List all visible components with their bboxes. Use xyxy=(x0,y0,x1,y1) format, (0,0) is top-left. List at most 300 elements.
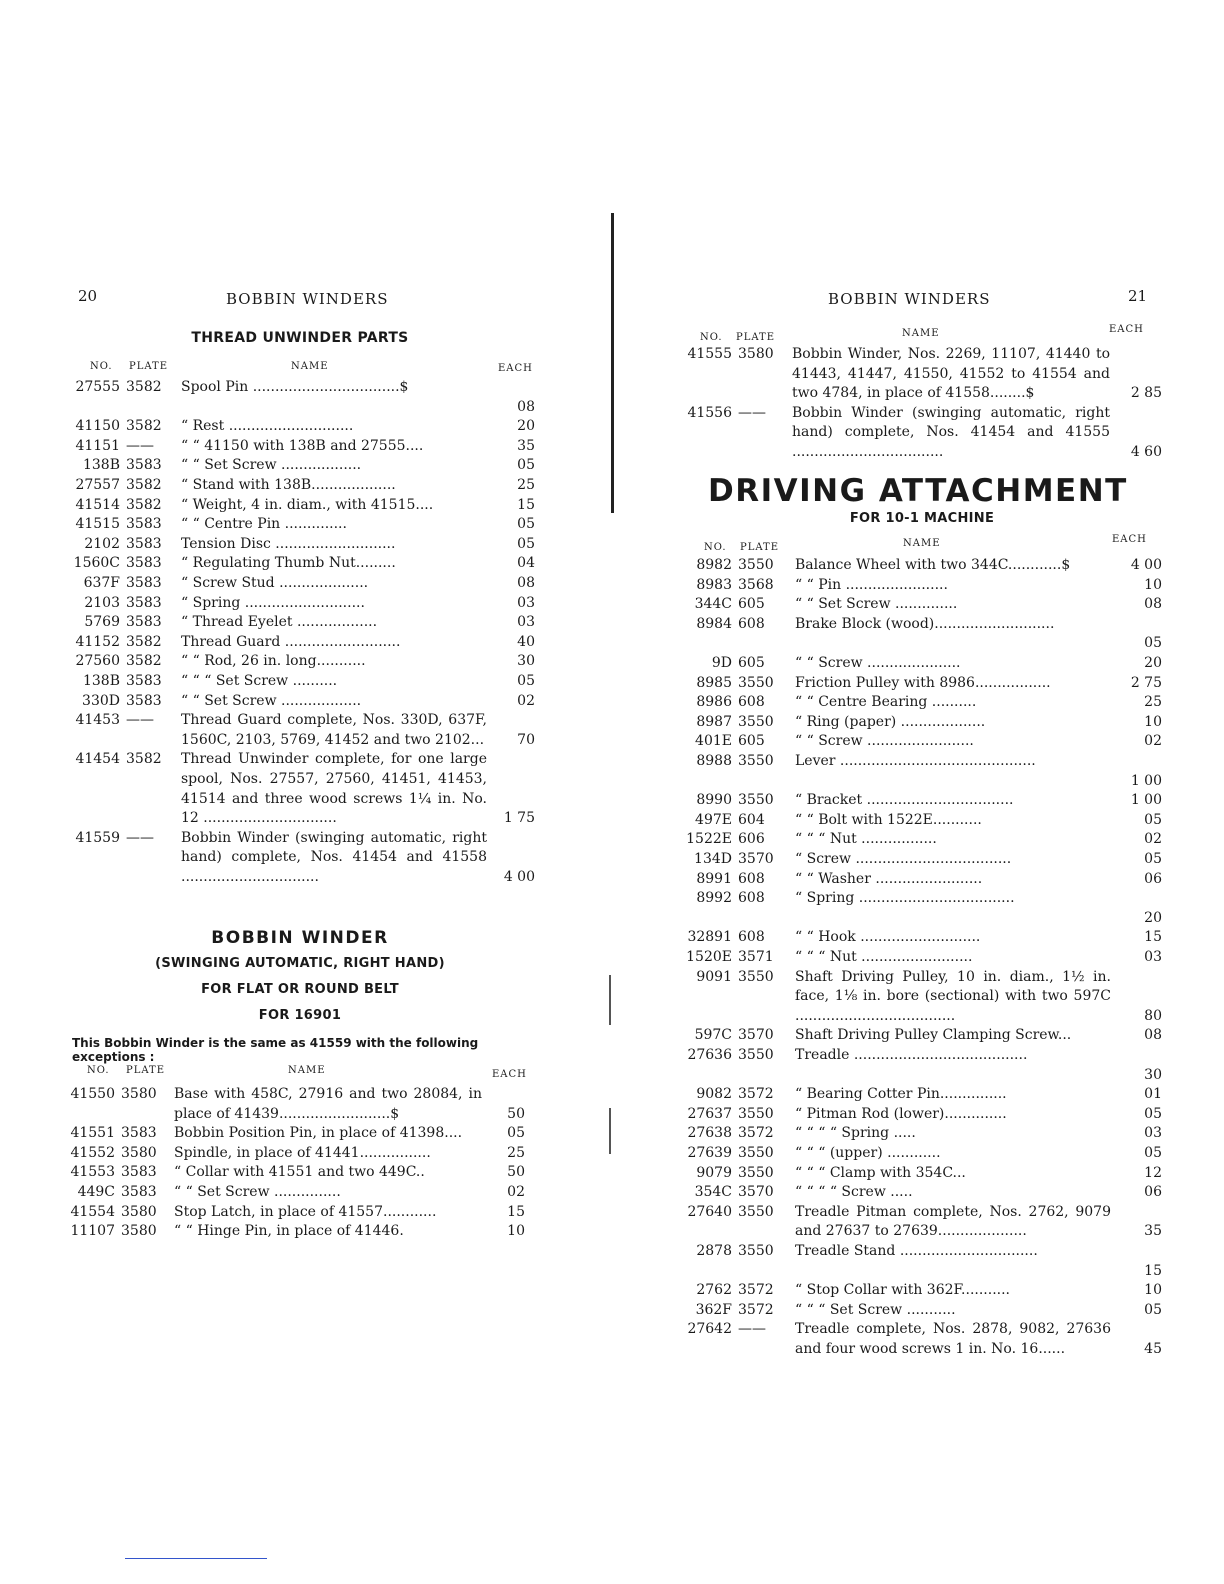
part-name: Bobbin Position Pin, in place of 41398.... xyxy=(174,1125,463,1142)
plate-number: 3583 xyxy=(126,516,162,533)
plate-number: —— xyxy=(738,404,766,421)
price-each: 20 xyxy=(1144,655,1162,671)
part-number: 2102 xyxy=(84,535,120,552)
table-row xyxy=(60,652,540,672)
price-each: 05 xyxy=(517,457,535,474)
table-row xyxy=(672,556,1172,576)
part-name: “ “ “ (upper) ............ xyxy=(795,1145,941,1161)
part-number: 134D xyxy=(694,851,732,867)
table-row xyxy=(55,1124,535,1144)
price-each: 4 00 xyxy=(1130,557,1162,573)
part-number: 2103 xyxy=(84,594,120,611)
col-each-header: EACH xyxy=(1109,324,1144,335)
part-number: 41550 xyxy=(70,1086,115,1102)
part-name: “ “ Set Screw .................. xyxy=(181,692,362,709)
part-name: “ “ Washer ........................ xyxy=(795,870,983,887)
plate-number: 3582 xyxy=(126,379,162,395)
table-row xyxy=(60,829,540,888)
part-number: 362F xyxy=(695,1301,732,1318)
price-each: 12 xyxy=(1144,1164,1162,1181)
part-number: 27555 xyxy=(75,379,120,395)
part-number: 32891 xyxy=(687,929,732,946)
plate-number: 3572 xyxy=(738,1125,774,1142)
price-each: 05 xyxy=(1144,1105,1162,1122)
part-name: Treadle ....................................... xyxy=(795,1047,1028,1063)
running-head: BOBBIN WINDERS xyxy=(828,290,991,308)
price-each: 05 xyxy=(507,1125,525,1142)
table-row xyxy=(672,1320,1172,1359)
part-number: 637F xyxy=(83,575,120,591)
table-row xyxy=(60,554,540,574)
table-row xyxy=(672,1144,1172,1164)
price-each: 2 75 xyxy=(1130,674,1162,691)
part-name: “ Pitman Rod (lower).............. xyxy=(795,1105,1007,1122)
part-number: 138B xyxy=(82,673,120,689)
plate-number: 3568 xyxy=(738,576,774,593)
price-each: 02 xyxy=(517,692,535,709)
col-name-header: NAME xyxy=(903,538,941,549)
part-name: Treadle complete, Nos. 2878, 9082, 27636 and four wood screws 1 in. No. 16...... xyxy=(795,1321,1111,1357)
part-number: 497E xyxy=(695,811,732,828)
part-name: “ “ Screw ..................... xyxy=(795,655,961,671)
col-plate-header: PLATE xyxy=(129,361,169,372)
plate-number: 3550 xyxy=(738,1145,774,1161)
part-name: “ Bearing Cotter Pin............... xyxy=(795,1086,1007,1103)
col-name-header: NAME xyxy=(902,328,940,339)
plate-number: 3550 xyxy=(738,1047,774,1063)
plate-number: 608 xyxy=(738,890,765,907)
price-each: 4 00 xyxy=(503,868,535,885)
part-number: 1522E xyxy=(686,831,732,848)
part-name: Balance Wheel with two 344C............$ xyxy=(795,557,1071,573)
part-name: “ Collar with 41551 and two 449C.. xyxy=(174,1164,425,1181)
price-each: 25 xyxy=(1144,694,1162,711)
plate-number: 3580 xyxy=(121,1203,157,1220)
part-number: 354C xyxy=(694,1184,732,1201)
table-row xyxy=(672,1203,1172,1242)
table-row xyxy=(672,1301,1172,1321)
part-number: 41552 xyxy=(70,1144,115,1161)
part-name: “ Ring (paper) ................... xyxy=(795,713,986,730)
plate-number: 608 xyxy=(738,694,765,711)
part-name: “ Screw Stud .................... xyxy=(181,575,369,591)
price-each: 15 xyxy=(1144,929,1162,946)
price-each: 06 xyxy=(1144,870,1162,887)
plate-number: —— xyxy=(126,829,154,846)
table-row xyxy=(672,1281,1172,1301)
part-name: Lever ............................................ xyxy=(795,753,1036,769)
table-row xyxy=(672,576,1172,596)
plate-number: 605 xyxy=(738,733,765,750)
col-no-header: NO. xyxy=(700,332,723,343)
part-number: 41150 xyxy=(75,418,120,435)
table-row xyxy=(672,1242,1172,1281)
part-name: “ “ 41150 with 138B and 27555.... xyxy=(181,437,424,454)
part-number: 138B xyxy=(82,457,120,474)
part-number: 27636 xyxy=(687,1047,732,1063)
part-name: Spool Pin .................................$ xyxy=(181,379,409,395)
plate-number: 3580 xyxy=(121,1086,157,1102)
part-number: 8984 xyxy=(696,615,732,632)
part-number: 8988 xyxy=(696,753,732,769)
table-row xyxy=(60,456,540,476)
table-row xyxy=(672,674,1172,694)
table-row xyxy=(60,437,540,457)
part-name: Shaft Driving Pulley, 10 in. diam., 1½ in. face, 1⅛ in. bore (sectional) with two 597C .................................... xyxy=(795,968,1111,1024)
col-each-header: EACH xyxy=(1112,534,1147,545)
price-each: 25 xyxy=(517,477,535,493)
table-row xyxy=(672,732,1172,752)
section-subtitle: (SWINGING AUTOMATIC, RIGHT HAND) xyxy=(155,956,445,971)
part-number: 2878 xyxy=(696,1243,732,1259)
price-each: 06 xyxy=(1144,1184,1162,1201)
price-each: 05 xyxy=(1144,811,1162,828)
part-number: 27637 xyxy=(687,1105,732,1122)
part-number: 8985 xyxy=(696,674,732,691)
table-row xyxy=(672,713,1172,733)
section-subtitle: FOR 10-1 MACHINE xyxy=(849,511,995,526)
plate-number: 3583 xyxy=(126,594,162,611)
col-name-header: NAME xyxy=(291,361,329,372)
part-name: “ Thread Eyelet .................. xyxy=(181,614,378,631)
price-each: 08 xyxy=(517,575,535,591)
part-name: “ “ Pin ....................... xyxy=(795,576,948,593)
price-each: 03 xyxy=(517,594,535,611)
part-number: 5769 xyxy=(84,614,120,631)
table-row xyxy=(672,345,1172,404)
price-each: 15 xyxy=(1144,1262,1162,1279)
table-row xyxy=(672,1105,1172,1125)
plate-number: 3583 xyxy=(121,1164,157,1181)
table-row xyxy=(60,378,540,417)
plate-number: 3550 xyxy=(738,1105,774,1122)
plate-number: 3582 xyxy=(126,477,162,493)
part-name: Treadle Pitman complete, Nos. 2762, 9079 and 27637 to 27639.................... xyxy=(795,1203,1111,1240)
part-name: “ “ “ Set Screw .......... xyxy=(181,673,338,689)
table-row xyxy=(672,968,1172,1027)
price-each: 50 xyxy=(507,1105,525,1122)
plate-number: 608 xyxy=(738,929,765,946)
plate-number: 3583 xyxy=(126,555,162,572)
table-row xyxy=(672,870,1172,890)
part-name: “ Spring ........................... xyxy=(181,594,365,611)
part-number: 41559 xyxy=(75,829,120,846)
price-each: 1 00 xyxy=(1130,772,1162,789)
price-each: 02 xyxy=(507,1184,525,1200)
part-number: 41553 xyxy=(70,1164,115,1181)
price-each: 05 xyxy=(517,673,535,689)
section-subtitle: FOR 16901 xyxy=(258,1008,342,1023)
price-each: 05 xyxy=(1144,635,1162,652)
price-each: 03 xyxy=(1144,1125,1162,1142)
page-number: 20 xyxy=(78,287,98,305)
part-number: 41551 xyxy=(70,1125,115,1142)
part-number: 401E xyxy=(695,733,732,750)
plate-number: 608 xyxy=(738,615,765,632)
table-row xyxy=(672,830,1172,850)
price-each: 01 xyxy=(1144,1086,1162,1103)
price-each: 1 00 xyxy=(1130,792,1162,809)
part-number: 8991 xyxy=(696,870,732,887)
part-name: “ “ Set Screw ............... xyxy=(174,1184,341,1200)
table-row xyxy=(672,928,1172,948)
part-number: 41151 xyxy=(75,437,120,454)
plate-number: 605 xyxy=(738,596,765,613)
col-plate-header: PLATE xyxy=(736,332,776,343)
table-row xyxy=(60,672,540,692)
price-each: 35 xyxy=(517,437,535,454)
part-name: “ “ Hook ........................... xyxy=(795,929,981,946)
plate-number: 3550 xyxy=(738,792,774,809)
plate-number: 3550 xyxy=(738,674,774,691)
part-number: 41453 xyxy=(75,712,120,729)
table-row xyxy=(55,1222,535,1242)
price-each: 08 xyxy=(1144,1027,1162,1044)
table-row xyxy=(672,948,1172,968)
part-name: Tension Disc ........................... xyxy=(181,535,396,552)
part-number: 41555 xyxy=(687,346,732,362)
plate-number: 3572 xyxy=(738,1301,774,1318)
part-number: 27640 xyxy=(687,1203,732,1220)
plate-number: 3570 xyxy=(738,1184,774,1201)
plate-number: 3580 xyxy=(121,1223,157,1240)
table-row xyxy=(672,791,1172,811)
part-name: “ Regulating Thumb Nut......... xyxy=(181,555,396,572)
part-name: Shaft Driving Pulley Clamping Screw... xyxy=(795,1027,1072,1044)
plate-number: 3583 xyxy=(126,535,162,552)
part-name: Thread Guard complete, Nos. 330D, 637F, 1560C, 2103, 5769, 41452 and two 2102... xyxy=(181,712,487,748)
table-row xyxy=(672,654,1172,674)
table-row xyxy=(672,1124,1172,1144)
part-name: Brake Block (wood)........................... xyxy=(795,615,1055,632)
price-each: 45 xyxy=(1144,1340,1162,1357)
part-number: 41514 xyxy=(75,496,120,513)
plate-number: 3570 xyxy=(738,1027,774,1044)
part-name: “ “ “ Nut ......................... xyxy=(795,949,973,965)
part-name: “ Spring ................................... xyxy=(795,890,1015,907)
part-number: 27560 xyxy=(75,653,120,670)
price-each: 03 xyxy=(1144,949,1162,965)
table-row xyxy=(672,693,1172,713)
part-number: 27638 xyxy=(687,1125,732,1142)
part-name: “ “ “ “ Spring ..... xyxy=(795,1125,916,1142)
plate-number: 3583 xyxy=(121,1184,157,1200)
plate-number: 3570 xyxy=(738,851,774,867)
plate-number: 3582 xyxy=(126,751,162,768)
table-row xyxy=(60,594,540,614)
table-row xyxy=(672,811,1172,831)
price-each: 20 xyxy=(517,418,535,435)
plate-number: —— xyxy=(126,712,154,729)
part-number: 27557 xyxy=(75,477,120,493)
table-row xyxy=(60,750,540,828)
part-name: Bobbin Winder (swinging automatic, right hand) complete, Nos. 41454 and 41558 ............................... xyxy=(181,829,487,885)
price-each: 08 xyxy=(1144,596,1162,613)
plate-number: 606 xyxy=(738,831,765,848)
scan-mark xyxy=(609,1108,611,1154)
plate-number: 3550 xyxy=(738,557,774,573)
part-number: 8982 xyxy=(696,557,732,573)
part-number: 449C xyxy=(77,1184,115,1200)
price-each: 05 xyxy=(517,516,535,533)
col-plate-header: PLATE xyxy=(126,1065,166,1076)
table-row xyxy=(672,1085,1172,1105)
price-each: 1 75 xyxy=(503,810,535,827)
col-name-header: NAME xyxy=(288,1065,326,1076)
part-name: Spindle, in place of 41441................ xyxy=(174,1144,431,1161)
table-row xyxy=(672,889,1172,928)
table-row xyxy=(55,1163,535,1183)
part-number: 41515 xyxy=(75,516,120,533)
part-name: “ Weight, 4 in. diam., with 41515.... xyxy=(181,496,434,513)
plate-number: 3550 xyxy=(738,753,774,769)
part-number: 1560C xyxy=(73,555,120,572)
plate-number: —— xyxy=(738,1321,766,1338)
plate-number: 605 xyxy=(738,655,765,671)
part-name: “ “ Centre Bearing .......... xyxy=(795,694,977,711)
part-number: 11107 xyxy=(70,1223,115,1240)
part-name: “ Screw ................................... xyxy=(795,851,1012,867)
price-each: 08 xyxy=(517,398,535,415)
part-name: “ “ “ Nut ................. xyxy=(795,831,937,848)
part-number: 1520E xyxy=(686,949,732,965)
col-each-header: EACH xyxy=(492,1069,527,1080)
price-each: 05 xyxy=(1144,1145,1162,1161)
col-no-header: NO. xyxy=(90,361,113,372)
part-number: 344C xyxy=(694,596,732,613)
table-row xyxy=(60,476,540,496)
section-title: DRIVING ATTACHMENT xyxy=(708,473,1128,509)
table-row xyxy=(55,1085,535,1124)
plate-number: 3550 xyxy=(738,1203,774,1220)
plate-number: 3582 xyxy=(126,418,162,435)
table-row xyxy=(672,850,1172,870)
price-each: 02 xyxy=(1144,733,1162,750)
page-number: 21 xyxy=(1128,287,1148,305)
plate-number: 3583 xyxy=(126,692,162,709)
part-number: 8990 xyxy=(696,792,732,809)
plate-number: 3582 xyxy=(126,653,162,670)
part-name: “ “ Set Screw .............. xyxy=(795,596,958,613)
part-number: 27639 xyxy=(687,1145,732,1161)
price-each: 05 xyxy=(517,535,535,552)
price-each: 15 xyxy=(507,1203,525,1220)
table-row xyxy=(672,1046,1172,1085)
plate-number: 3550 xyxy=(738,1164,774,1181)
part-number: 2762 xyxy=(696,1282,732,1299)
part-number: 8992 xyxy=(696,890,732,907)
part-number: 330D xyxy=(82,692,120,709)
plate-number: 608 xyxy=(738,870,765,887)
price-each: 30 xyxy=(1144,1066,1162,1083)
section-subtitle: FOR FLAT OR ROUND BELT xyxy=(201,982,399,997)
part-name: “ “ Rod, 26 in. long........... xyxy=(181,653,366,670)
plate-number: 3571 xyxy=(738,949,774,965)
table-row xyxy=(672,615,1172,654)
part-name: “ “ “ Set Screw ........... xyxy=(795,1301,956,1318)
col-no-header: NO. xyxy=(704,542,727,553)
part-name: Friction Pulley with 8986................. xyxy=(795,674,1051,691)
table-row xyxy=(672,1026,1172,1046)
part-number: 27642 xyxy=(687,1321,732,1338)
table-row xyxy=(60,515,540,535)
table-row xyxy=(60,613,540,633)
price-each: 50 xyxy=(507,1164,525,1181)
price-each: 05 xyxy=(1144,1301,1162,1318)
part-name: Thread Guard .......................... xyxy=(181,633,401,650)
table-row xyxy=(672,1183,1172,1203)
plate-number: 3583 xyxy=(121,1125,157,1142)
scan-mark xyxy=(609,975,611,1025)
part-number: 9D xyxy=(711,655,732,671)
part-number: 9091 xyxy=(696,968,732,985)
price-each: 30 xyxy=(517,653,535,670)
part-name: “ Rest ............................ xyxy=(181,418,354,435)
table-row xyxy=(672,404,1172,463)
price-each: 40 xyxy=(517,633,535,650)
part-name: Stop Latch, in place of 41557............ xyxy=(174,1203,437,1220)
table-row xyxy=(60,711,540,750)
part-number: 41152 xyxy=(75,633,120,650)
part-number: 41554 xyxy=(70,1203,115,1220)
part-name: “ Stop Collar with 362F........... xyxy=(795,1282,1011,1299)
plate-number: 3550 xyxy=(738,968,774,985)
part-number: 41556 xyxy=(687,404,732,421)
plate-number: 3582 xyxy=(126,633,162,650)
part-name: “ “ Screw ........................ xyxy=(795,733,974,750)
table-row xyxy=(60,417,540,437)
table-row xyxy=(60,633,540,653)
price-each: 70 xyxy=(517,731,535,748)
part-number: 41454 xyxy=(75,751,120,768)
part-name: Thread Unwinder complete, for one large spool, Nos. 27557, 27560, 41451, 41453, 41514 and three wood screws 1¼ in. No. 12 .............................. xyxy=(181,751,487,827)
table-row xyxy=(60,535,540,555)
price-each: 10 xyxy=(1144,576,1162,593)
part-name: “ “ “ “ Screw ..... xyxy=(795,1184,913,1201)
part-number: 9082 xyxy=(696,1086,732,1103)
col-plate-header: PLATE xyxy=(740,542,780,553)
running-head: BOBBIN WINDERS xyxy=(226,290,389,308)
part-name: Bobbin Winder (swinging automatic, right hand) complete, Nos. 41454 and 41555 .................................. xyxy=(792,404,1110,460)
price-each: 10 xyxy=(507,1223,525,1240)
right-page xyxy=(612,0,1224,1584)
part-name: “ “ Centre Pin .............. xyxy=(181,516,347,533)
plate-number: 3550 xyxy=(738,1243,774,1259)
price-each: 25 xyxy=(507,1144,525,1161)
table-row xyxy=(60,496,540,516)
price-each: 04 xyxy=(517,555,535,572)
plate-number: 604 xyxy=(738,811,765,828)
price-each: 15 xyxy=(517,496,535,513)
bottom-rule xyxy=(125,1558,267,1559)
part-name: Base with 458C, 27916 and two 28084, in place of 41439.........................$ xyxy=(174,1086,482,1122)
plate-number: 3580 xyxy=(738,346,774,362)
part-number: 8983 xyxy=(696,576,732,593)
part-number: 597C xyxy=(694,1027,732,1044)
exceptions-intro: This Bobbin Winder is the same as 41559 with the following exceptions : xyxy=(72,1036,479,1064)
table-row xyxy=(55,1203,535,1223)
table-row xyxy=(672,752,1172,791)
plate-number: 3572 xyxy=(738,1282,774,1299)
col-no-header: NO. xyxy=(87,1065,110,1076)
plate-number: 3582 xyxy=(126,496,162,513)
part-number: 9079 xyxy=(696,1164,732,1181)
price-each: 2 85 xyxy=(1130,385,1162,402)
table-row xyxy=(55,1183,535,1203)
section-title: BOBBIN WINDER xyxy=(211,928,389,948)
price-each: 02 xyxy=(1144,831,1162,848)
part-number: 8986 xyxy=(696,694,732,711)
